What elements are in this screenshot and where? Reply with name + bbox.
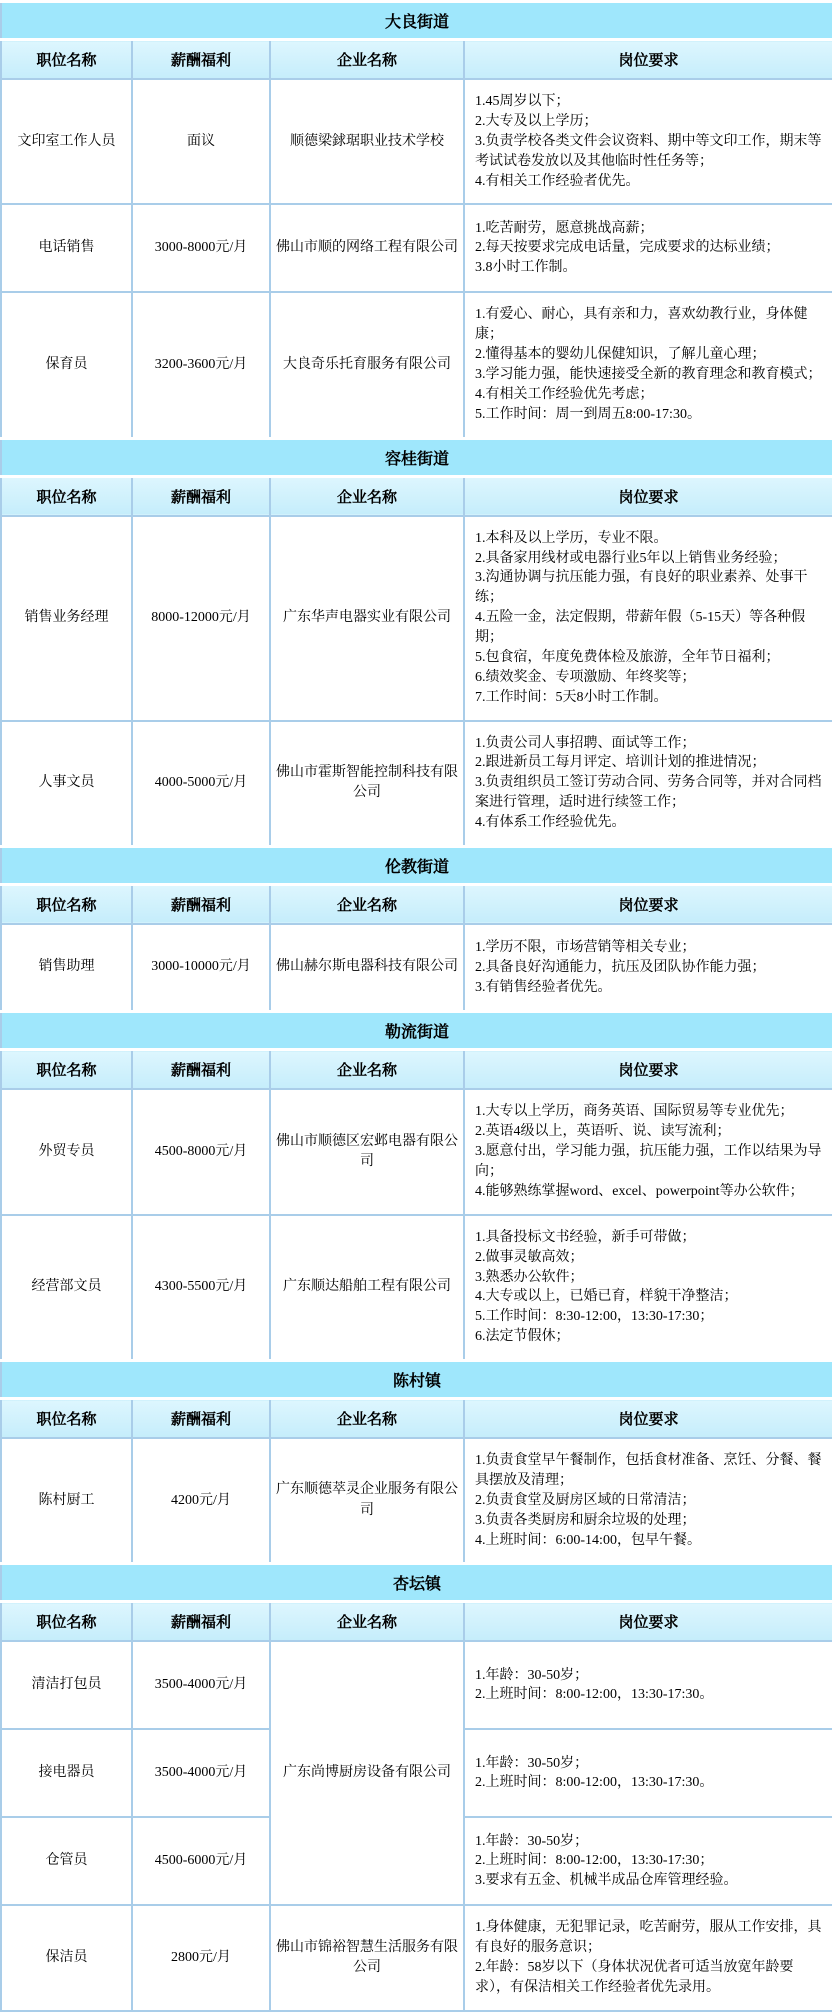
requirement-line: 2.具备家用线材或电器行业5年以上销售业务经验；: [475, 550, 787, 566]
salary-cell: 面议: [132, 79, 270, 204]
requirement-line: 1.本科及以上学历，专业不限。: [475, 530, 668, 546]
requirement-line: 5.工作时间：8:30-12:00，13:30-17:30；: [475, 1309, 714, 1325]
salary-cell: 4500-6000元/月: [132, 1817, 270, 1905]
requirements-cell: [464, 1641, 832, 1729]
column-header: 企业名称: [270, 1602, 464, 1642]
requirements-cell: [464, 1215, 832, 1361]
requirement-line: 1.具备投标文书经验，新手可带做；: [475, 1229, 696, 1245]
requirement-line: 4.有相关工作经验优先考虑；: [475, 386, 654, 402]
column-header: 职位名称: [1, 1050, 132, 1090]
requirement-line: 2.英语4级以上，英语听、说、读写流利；: [475, 1124, 731, 1140]
salary-cell: 3500-4000元/月: [132, 1729, 270, 1817]
column-header: 岗位要求: [464, 1399, 832, 1439]
column-header: 岗位要求: [464, 476, 832, 516]
column-header-row: [1, 1399, 832, 1439]
requirement-line: 3.愿意付出，学习能力强，抗压能力强，工作以结果为导向；: [475, 1144, 822, 1179]
table-row: [1, 79, 832, 204]
column-header: 职位名称: [1, 40, 132, 80]
requirement-line: 3.熟悉办公软件；: [475, 1269, 584, 1285]
salary-cell: 4200元/月: [132, 1438, 270, 1564]
requirement-line: 2.上班时间：8:00-12:00，13:30-17:30。: [475, 1775, 714, 1791]
column-header: 职位名称: [1, 476, 132, 516]
job-name-cell: 接电器员: [1, 1729, 132, 1817]
table-row: [1, 204, 832, 292]
table-row: [1, 721, 832, 847]
company-cell: 广东顺德萃灵企业服务有限公司: [270, 1438, 464, 1564]
company-cell: 广东顺达船舶工程有限公司: [270, 1215, 464, 1361]
salary-cell: 4500-8000元/月: [132, 1089, 270, 1214]
table-row: [1, 292, 832, 438]
job-name-cell: 保育员: [1, 292, 132, 438]
section-header-row: [1, 1012, 832, 1050]
requirement-line: 1.负责食堂早午餐制作，包括食材准备、烹饪、分餐、餐具摆放及清理；: [475, 1453, 822, 1488]
salary-cell: 8000-12000元/月: [132, 516, 270, 721]
requirement-line: 3.负责组织员工签订劳动合同、劳务合同等，并对合同档案进行管理，适时进行续签工作；: [475, 775, 822, 811]
job-name-cell: 文印室工作人员: [1, 79, 132, 204]
table-row: [1, 1089, 832, 1214]
company-cell: 佛山市顺的网络工程有限公司: [270, 204, 464, 292]
section-header-row: [1, 438, 832, 476]
column-header-row: [1, 476, 832, 516]
section-title: 容桂街道: [1, 438, 832, 476]
requirement-line: 6.法定节假休；: [475, 1329, 570, 1345]
section-title: 伦教街道: [1, 846, 832, 884]
requirement-line: 3.要求有五金、机械半成品仓库管理经验。: [475, 1873, 738, 1889]
column-header: 薪酬福利: [132, 1602, 270, 1642]
requirement-line: 4.大专或以上，已婚已育，样貌干净整洁；: [475, 1289, 738, 1305]
requirement-line: 1.年龄：30-50岁；: [475, 1755, 589, 1771]
company-cell: 广东尚博厨房设备有限公司: [270, 1641, 464, 1905]
table-row: [1, 924, 832, 1012]
company-cell: 佛山市锦裕智慧生活服务有限公司: [270, 1905, 464, 2011]
requirement-line: 2.上班时间：8:00-12:00，13:30-17:30。: [475, 1687, 714, 1703]
table-row: [1, 516, 832, 721]
requirement-line: 5.包食宿，年度免费体检及旅游，全年节日福利；: [475, 649, 780, 665]
requirement-line: 2.年龄：58岁以下（身体状况优者可适当放宽年龄要求），有保洁相关工作经验者优先录用。: [475, 1960, 794, 1995]
column-header: 岗位要求: [464, 884, 832, 924]
section-title: 大良街道: [1, 2, 832, 40]
job-name-cell: 人事文员: [1, 721, 132, 847]
column-header-row: [1, 40, 832, 80]
job-name-cell: 陈村厨工: [1, 1438, 132, 1564]
column-header-row: [1, 884, 832, 924]
requirements-cell: [464, 204, 832, 292]
requirement-line: 3.有销售经验者优先。: [475, 979, 612, 995]
requirement-line: 3.8小时工作制。: [475, 260, 577, 276]
column-header: 薪酬福利: [132, 1399, 270, 1439]
column-header: 薪酬福利: [132, 476, 270, 516]
table-row: [1, 1641, 832, 1729]
job-name-cell: 电话销售: [1, 204, 132, 292]
requirement-line: 6.绩效奖金、专项激励、年终奖等；: [475, 669, 696, 685]
requirements-cell: [464, 721, 832, 847]
section-header-row: [1, 1361, 832, 1399]
requirement-line: 1.学历不限，市场营销等相关专业；: [475, 939, 696, 955]
requirement-line: 2.负责食堂及厨房区域的日常清洁；: [475, 1492, 696, 1508]
job-name-cell: 清洁打包员: [1, 1641, 132, 1729]
job-name-cell: 销售业务经理: [1, 516, 132, 721]
column-header: 职位名称: [1, 1399, 132, 1439]
requirements-cell: [464, 1817, 832, 1905]
section-header-row: [1, 1564, 832, 1602]
column-header: 薪酬福利: [132, 1050, 270, 1090]
requirement-line: 4.能够熟练掌握word、excel、powerpoint等办公软件；: [475, 1183, 804, 1199]
job-table-body: [1, 2, 832, 2011]
requirement-line: 1.45周岁以下；: [475, 94, 570, 109]
column-header: 职位名称: [1, 884, 132, 924]
company-cell: 佛山市霍斯智能控制科技有限公司: [270, 721, 464, 847]
salary-cell: 4300-5500元/月: [132, 1215, 270, 1361]
requirement-line: 3.负责学校各类文件会议资料、期中等文印工作，期末等考试试卷发放以及其他临时性任务等；: [475, 133, 822, 169]
requirement-line: 4.有相关工作经验者优先。: [475, 173, 640, 189]
requirements-cell: [464, 1438, 832, 1564]
requirement-line: 5.工作时间：周一到周五8:00-17:30。: [475, 406, 701, 422]
requirements-cell: [464, 1905, 832, 2011]
column-header: 企业名称: [270, 1050, 464, 1090]
column-header: 企业名称: [270, 476, 464, 516]
requirement-line: 2.做事灵敏高效；: [475, 1249, 584, 1265]
requirements-cell: [464, 1729, 832, 1817]
requirement-line: 1.身体健康，无犯罪记录，吃苦耐劳，服从工作安排，具有良好的服务意识；: [475, 1920, 822, 1956]
column-header: 岗位要求: [464, 1050, 832, 1090]
section-header-row: [1, 2, 832, 40]
company-cell: 佛山市顺德区宏邺电器有限公司: [270, 1089, 464, 1214]
salary-cell: 4000-5000元/月: [132, 721, 270, 847]
salary-cell: 3500-4000元/月: [132, 1641, 270, 1729]
section-title: 陈村镇: [1, 1361, 832, 1399]
requirement-line: 4.上班时间：6:00-14:00，包早午餐。: [475, 1532, 701, 1548]
requirement-line: 2.上班时间：8:00-12:00，13:30-17:30；: [475, 1853, 714, 1869]
requirement-line: 2.跟进新员工每月评定、培训计划的推进情况；: [475, 755, 766, 771]
company-cell: 广东华声电器实业有限公司: [270, 516, 464, 721]
job-name-cell: 外贸专员: [1, 1089, 132, 1214]
column-header-row: [1, 1050, 832, 1090]
column-header: 企业名称: [270, 40, 464, 80]
column-header: 薪酬福利: [132, 40, 270, 80]
job-name-cell: 保洁员: [1, 1905, 132, 2011]
column-header: 职位名称: [1, 1602, 132, 1642]
requirements-cell: [464, 1089, 832, 1214]
requirement-line: 3.学习能力强，能快速接受全新的教育理念和教育模式；: [475, 367, 822, 382]
requirement-line: 2.每天按要求完成电话量，完成要求的达标业绩；: [475, 240, 780, 256]
column-header: 企业名称: [270, 884, 464, 924]
salary-cell: 2800元/月: [132, 1905, 270, 2011]
requirement-line: 2.具备良好沟通能力，抗压及团队协作能力强；: [475, 959, 766, 975]
requirement-line: 1.年龄：30-50岁；: [475, 1833, 589, 1849]
column-header: 薪酬福利: [132, 884, 270, 924]
requirement-line: 1.有爱心、耐心，具有亲和力，喜欢幼教行业，身体健康；: [475, 307, 808, 343]
requirement-line: 3.负责各类厨房和厨余垃圾的处理；: [475, 1512, 696, 1528]
requirement-line: 1.年龄：30-50岁；: [475, 1667, 589, 1683]
company-cell: 顺德梁銶琚职业技术学校: [270, 79, 464, 204]
column-header-row: [1, 1602, 832, 1642]
company-cell: 佛山赫尔斯电器科技有限公司: [270, 924, 464, 1012]
job-name-cell: 销售助理: [1, 924, 132, 1012]
table-row: [1, 1438, 832, 1564]
job-name-cell: 仓管员: [1, 1817, 132, 1905]
section-header-row: [1, 846, 832, 884]
column-header: 企业名称: [270, 1399, 464, 1439]
requirements-cell: [464, 292, 832, 438]
requirement-line: 1.大专以上学历，商务英语、国际贸易等专业优先；: [475, 1104, 794, 1120]
salary-cell: 3000-8000元/月: [132, 204, 270, 292]
requirement-line: 4.有体系工作经验优先。: [475, 815, 626, 830]
section-title: 勒流街道: [1, 1012, 832, 1050]
company-cell: 大良奇乐托育服务有限公司: [270, 292, 464, 438]
column-header: 岗位要求: [464, 40, 832, 80]
requirements-cell: [464, 79, 832, 204]
section-title: 杏坛镇: [1, 1564, 832, 1602]
requirement-line: 2.大专及以上学历；: [475, 113, 598, 129]
requirement-line: 2.懂得基本的婴幼儿保健知识，了解儿童心理；: [475, 347, 766, 363]
column-header: 岗位要求: [464, 1602, 832, 1642]
salary-cell: 3200-3600元/月: [132, 292, 270, 438]
salary-cell: 3000-10000元/月: [132, 924, 270, 1012]
requirement-line: 3.沟通协调与抗压能力强，有良好的职业素养、处事干练；: [475, 570, 808, 606]
table-row: [1, 1215, 832, 1361]
requirement-line: 7.工作时间：5天8小时工作制。: [475, 689, 668, 705]
table-row: [1, 1905, 832, 2011]
requirement-line: 1.吃苦耐劳，愿意挑战高薪；: [475, 220, 654, 236]
requirements-cell: [464, 516, 832, 721]
requirement-line: 1.负责公司人事招聘、面试等工作；: [475, 735, 696, 751]
requirement-line: 4.五险一金，法定假期，带薪年假（5-15天）等各种假期；: [475, 610, 806, 645]
requirements-cell: [464, 924, 832, 1012]
job-name-cell: 经营部文员: [1, 1215, 132, 1361]
